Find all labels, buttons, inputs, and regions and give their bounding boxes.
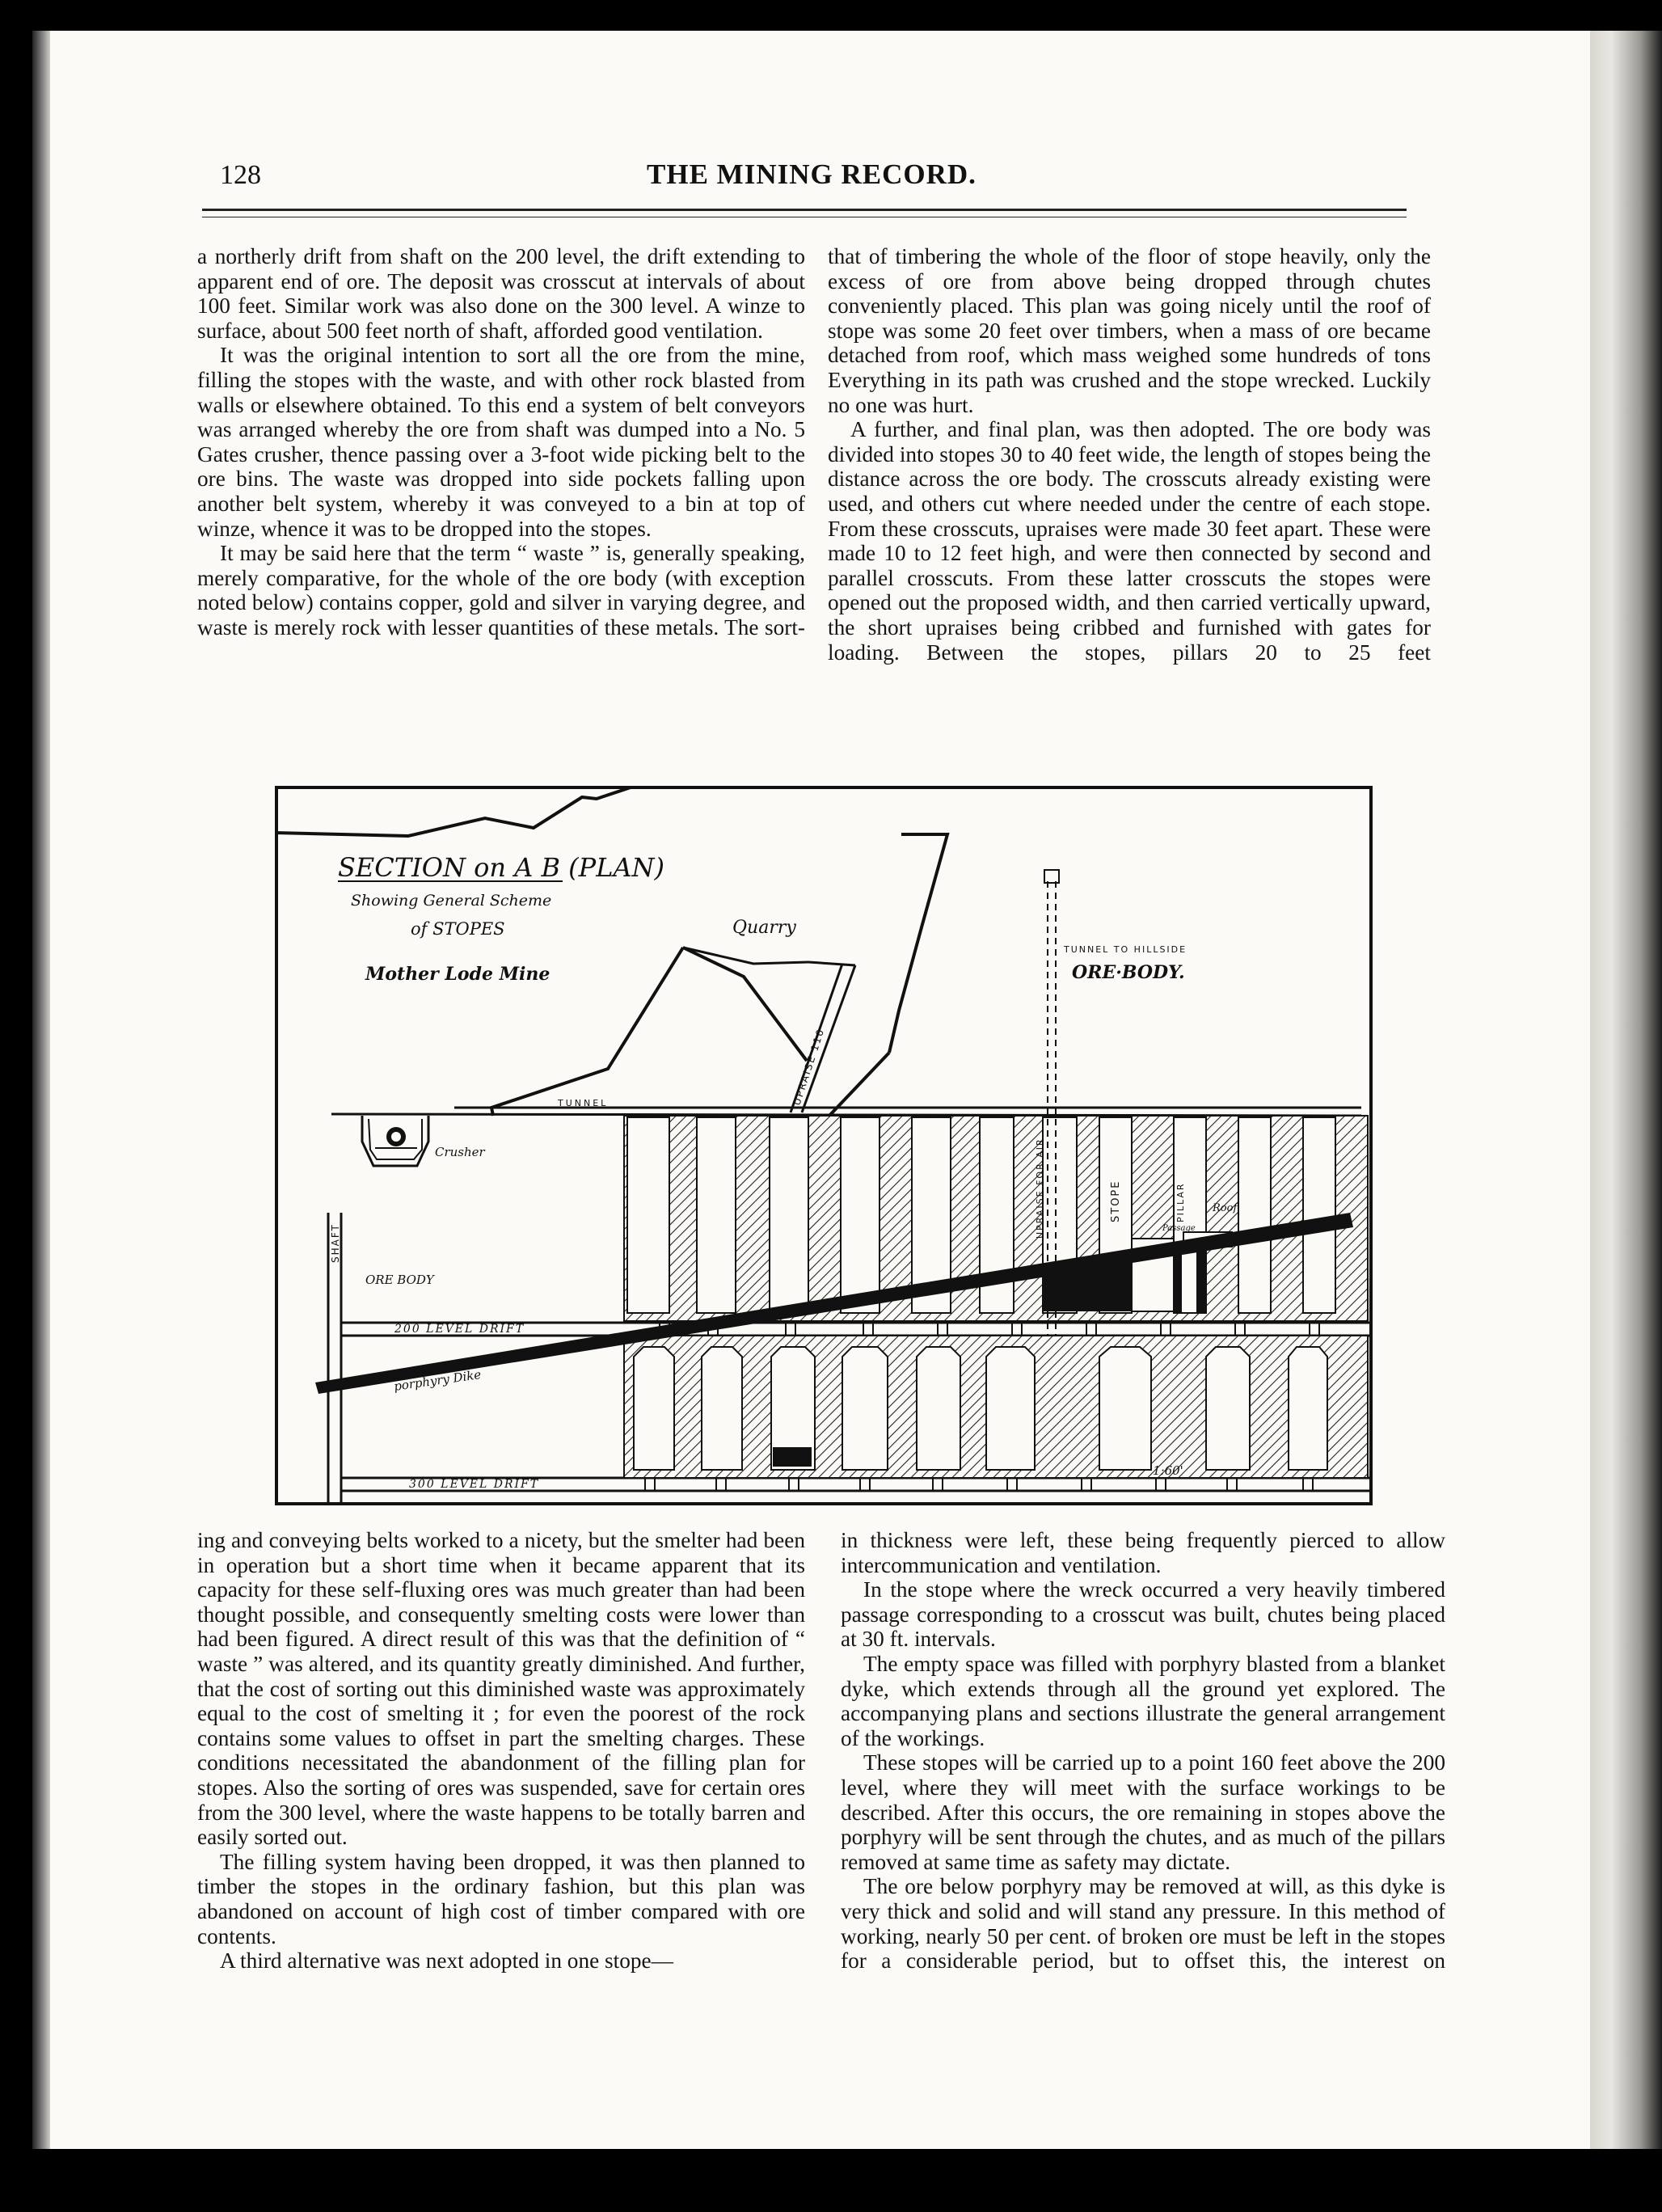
label-shaft: SHAFT xyxy=(330,1223,341,1263)
paragraph: A further, and final plan, was then adopted. The ore body was divided into stopes 30 to 40 feet wide, the length of stopes being the distance across the ore body. The crosscuts already existing were used, and others cut where needed under the centre of each stope. From these crosscuts, upraises were made 30 feet apart. These were made 10 to 12 feet high, and were then connected by second and parallel crosscuts. From these latter crosscuts the stopes were opened out the proposed width, and then carried vertically upward, the short upraises being cribbed and furnished with gates for loading. Between the stopes, pillars 20 to 25 feet xyxy=(828,417,1431,665)
label-roof: Roof xyxy=(1213,1202,1238,1214)
label-scale: 1:60' xyxy=(1153,1463,1183,1478)
figure-subtitle-2: of STOPES xyxy=(411,919,505,939)
page-number: 128 xyxy=(220,160,261,190)
figure-title: SECTION on A B (PLAN) xyxy=(338,852,665,883)
column-bottom-left xyxy=(197,1528,805,1973)
label-pillar: PILLAR xyxy=(1175,1182,1186,1222)
label-porphyry-dike: porphyry Dike xyxy=(393,1367,483,1394)
figure-subtitle: Showing General Scheme xyxy=(351,892,552,910)
paragraph: A third alternative was next adopted in one stope— xyxy=(220,1948,673,1973)
label-tunnel: TUNNEL xyxy=(558,1098,609,1108)
book-gutter-edge xyxy=(32,31,50,2149)
column-bottom-right xyxy=(841,1528,1445,1973)
paragraph: These stopes will be carried up to a point 160 feet above the 200 level, where they will meet with the surface workings to be described. After this occurs, the ore remaining in stopes above the porphyry will be sent through the chutes, and as much of the pillars removed at same time as safety may dictate. xyxy=(841,1750,1445,1874)
label-300-level: 300 LEVEL DRIFT xyxy=(409,1478,540,1491)
paragraph: ing and conveying belts worked to a nicety, but the smelter had been in operation but a short time when it became apparent that its capacity for these self-fluxing ores was much greater than had been thought possible, and consequently smelting costs were lower than had been figured. A direct result of this was that the definition of “ waste ” was altered, and its quantity greatly diminished. And further, that the cost of sorting out this diminished waste was approximately equal to the cost of smelting it ; for even the poorest of the rock contains some values to offset in part the smelting charges. These conditions necessitated the abandonment of the filling plan for stopes. Also the sorting of ores was suspended, save for certain ores from the 300 level, where the waste happens to be totally barren and easily sorted out. xyxy=(197,1528,805,1850)
paragraph: It may be said here that the term “ waste ” is, generally speaking, merely comparative, for the whole of the ore body (with exception noted below) contains copper, gold and silver in varying degree, and waste is merely rock with lesser quantities of these metals. The sort- xyxy=(197,541,805,640)
label-stope: STOPE xyxy=(1110,1180,1122,1222)
surface-line xyxy=(275,787,631,836)
paragraph: in thickness were left, these being frequently pierced to allow intercommunication and ventilation. xyxy=(841,1528,1445,1577)
label-crusher: Crusher xyxy=(435,1145,485,1159)
paragraph: The filling system having been dropped, it was then planned to timber the stopes in the ordinary fashion, but this plan was abandoned on account of high cost of timber compared with ore contents. xyxy=(197,1849,805,1948)
label-200-level: 200 LEVEL DRIFT xyxy=(394,1323,525,1336)
label-quarry: Quarry xyxy=(732,918,796,938)
paragraph: that of timbering the whole of the floor of stope heavily, only the excess of ore from above being dropped through chutes conveniently placed. This plan was going nicely until the roof of stope was some 20 feet over timbers, when a mass of ore became detached from roof, which mass weighed some hundreds of tons Everything in its path was crushed and the stope wrecked. Luckily no one was hurt. xyxy=(828,244,1431,417)
column-top-left xyxy=(197,244,805,640)
header-rule xyxy=(202,209,1407,211)
label-ore-body-left: ORE BODY xyxy=(365,1273,434,1287)
label-ore-body-right: ORE·BODY. xyxy=(1072,962,1185,983)
running-head-title: THE MINING RECORD. xyxy=(647,158,977,190)
page-stack-edge xyxy=(1590,31,1662,2149)
paragraph: The empty space was filled with porphyry blasted from a blanket dyke, which extends through all the ground yet explored. The accompanying plans and sections illustrate the general arrangement of the workings. xyxy=(841,1651,1445,1750)
paragraph: The ore below porphyry may be removed at will, as this dyke is very thick and solid and will stand any pressure. In this method of working, nearly 50 per cent. of broken ore must be left in the stopes for a considerable period, but to offset this, the interest on xyxy=(841,1874,1445,1973)
paragraph: In the stope where the wreck occurred a very heavily timbered passage corresponding to a crosscut was built, chutes being placed at 30 ft. intervals. xyxy=(841,1577,1445,1652)
label-upraise-110: UPRAISE 110 xyxy=(791,1026,827,1107)
label-upraise-for-air: UPRAISE FOR AIR xyxy=(1035,1138,1045,1239)
quarry-outline xyxy=(889,834,947,1053)
paragraph: It was the original intention to sort all the ore from the mine, filling the stopes with the waste, and with other rock blasted from walls or elsewhere obtained. To this end a system of belt conveyors was arranged whereby the ore from shaft was dumped into a No. 5 Gates crusher, thence passing over a 3-foot wide picking belt to the ore bins. The waste was dropped into side pockets falling upon another belt system, whereby it was conveyed to a bin at top of winze, whence it was to be dropped into the stopes. xyxy=(197,343,805,541)
crusher xyxy=(362,1116,428,1166)
section-diagram xyxy=(275,786,1373,1505)
section-diagram-figure xyxy=(275,786,1373,1505)
column-top-right xyxy=(828,244,1431,665)
label-passage: Passage xyxy=(1162,1224,1196,1233)
mine-name: Mother Lode Mine xyxy=(365,964,550,985)
paragraph: a northerly drift from shaft on the 200 level, the drift extending to apparent end of ore. The deposit was crosscut at intervals of about 100 feet. Similar work was also done on the 300 level. A winze to surface, about 500 feet north of shaft, afforded good ventilation. xyxy=(197,244,805,343)
upper-stopes xyxy=(624,1116,1368,1321)
lower-stopes xyxy=(624,1336,1368,1478)
label-tunnel-hillside: TUNNEL TO HILLSIDE xyxy=(1064,944,1187,955)
